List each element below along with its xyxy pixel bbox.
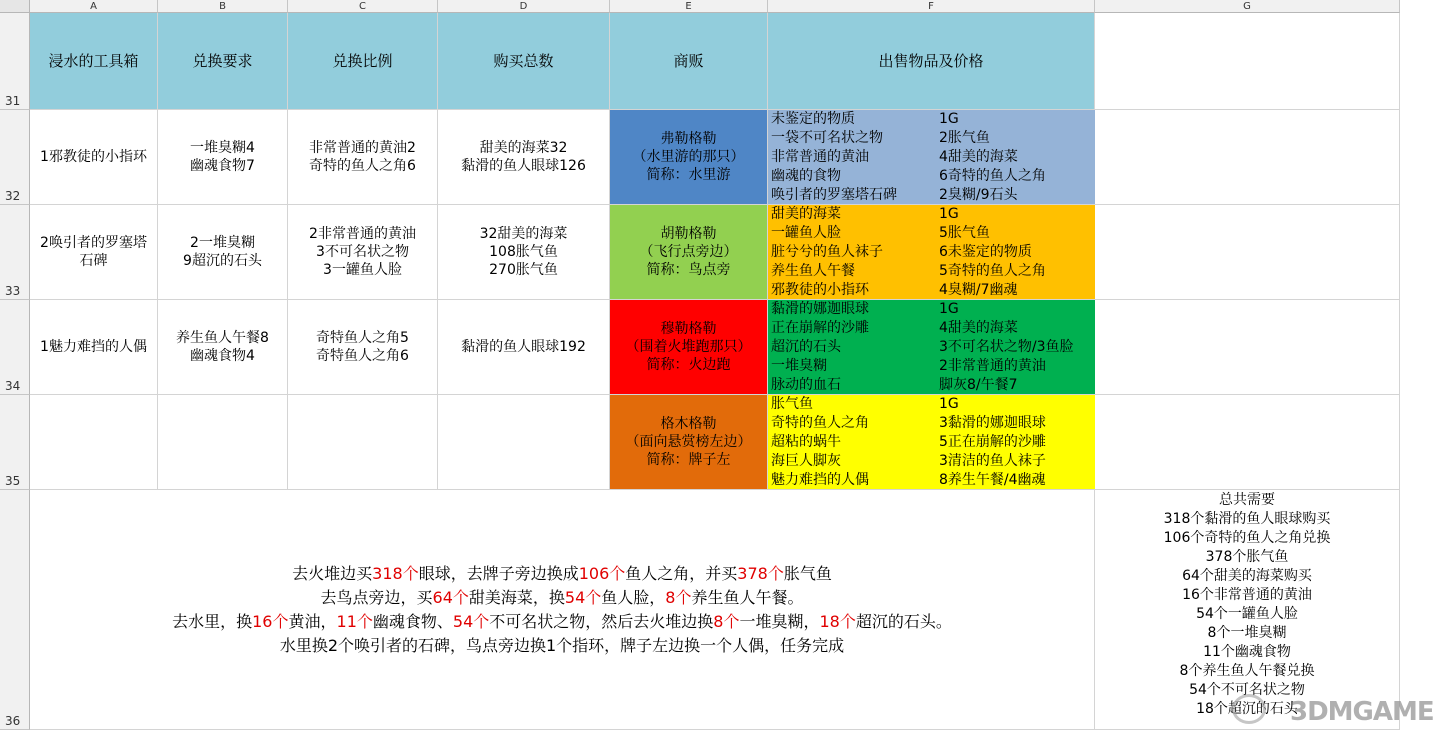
summary-line-3: 去水里，换16个黄油，11个幽魂食物、54个不可名状之物，然后去火堆边换8个一堆臭糊，18个超沉的石头。 — [172, 611, 952, 631]
header-requirement[interactable]: 兑换要求 — [158, 13, 288, 110]
row-header-32[interactable]: 32 — [0, 110, 30, 205]
prices-list: 1G 3黏滑的娜迦眼球 5正在崩解的沙雕 3清洁的鱼人袜子 8养生午餐/4幽魂 — [939, 396, 1046, 488]
items-prices-cell-2[interactable] — [768, 205, 1095, 300]
row-header-33[interactable]: 33 — [0, 205, 30, 300]
summary-cell[interactable] — [30, 490, 1095, 730]
header-toolbox[interactable]: 浸水的工具箱 — [30, 13, 158, 110]
items-list: 胀气鱼 奇特的鱼人之角 超粘的蜗牛 海巨人脚灰 魅力难挡的人偶 — [771, 396, 869, 488]
watermark: 3DMGAME — [1290, 697, 1434, 727]
items-prices-cell-4[interactable] — [768, 395, 1095, 490]
watermark-logo-icon — [1232, 694, 1266, 724]
vendor-cell-2[interactable]: 胡勒格勒 （飞行点旁边） 简称：鸟点旁 — [610, 205, 768, 300]
cell-g33[interactable] — [1095, 205, 1400, 300]
vendor-cell-4[interactable]: 格木格勒 （面向悬赏榜左边） 简称：牌子左 — [610, 395, 768, 490]
cell-d35[interactable] — [438, 395, 610, 490]
select-all-corner[interactable] — [0, 0, 30, 13]
column-header-f[interactable]: F — [768, 0, 1095, 13]
row-header-36[interactable]: 36 — [0, 490, 30, 730]
column-header-c[interactable]: C — [288, 0, 438, 13]
header-total[interactable]: 购买总数 — [438, 13, 610, 110]
column-header-b[interactable]: B — [158, 0, 288, 13]
summary-line-1: 去火堆边买318个眼球，去牌子旁边换成106个鱼人之角，并买378个胀气鱼 — [292, 563, 832, 583]
cell-c32[interactable]: 非常普通的黄油2 奇特的鱼人之角6 — [288, 110, 438, 205]
items-list: 甜美的海菜 一罐鱼人脸 脏兮兮的鱼人袜子 养生鱼人午餐 邪教徒的小指环 — [771, 206, 883, 298]
cell-b33[interactable]: 2一堆臭糊 9超沉的石头 — [158, 205, 288, 300]
summary-line-4: 水里换2个唤引者的石碑，鸟点旁边换1个指环，牌子左边换一个人偶，任务完成 — [279, 635, 845, 655]
column-header-g[interactable]: G — [1095, 0, 1400, 13]
prices-list: 1G 5胀气鱼 6未鉴定的物质 5奇特的鱼人之角 4臭糊/7幽魂 — [939, 206, 1046, 298]
cell-g32[interactable] — [1095, 110, 1400, 205]
items-list: 黏滑的娜迦眼球 正在崩解的沙雕 超沉的石头 一堆臭糊 脉动的血石 — [771, 301, 869, 393]
cell-d34[interactable]: 黏滑的鱼人眼球192 — [438, 300, 610, 395]
column-header-a[interactable]: A — [30, 0, 158, 13]
header-items-prices[interactable]: 出售物品及价格 — [768, 13, 1095, 110]
cell-g31[interactable] — [1095, 13, 1400, 110]
totals-cell[interactable]: 总共需要 318个黏滑的鱼人眼球购买 106个奇特的鱼人之角兑换 378个胀气鱼 64个甜美的海菜购买 16个非常普通的黄油 54个一罐鱼人脸 8个一堆臭糊 11个幽魂食物 8个养生鱼人午餐兑换 54个不可名状之物 18个超沉的石头 — [1095, 490, 1400, 730]
header-vendor[interactable]: 商贩 — [610, 13, 768, 110]
prices-list: 1G 2胀气鱼 4甜美的海菜 6奇特的鱼人之角 2臭糊/9石头 — [939, 111, 1046, 203]
cell-a32[interactable]: 1邪教徒的小指环 — [30, 110, 158, 205]
cell-g34[interactable] — [1095, 300, 1400, 395]
items-list: 未鉴定的物质 一袋不可名状之物 非常普通的黄油 幽魂的食物 唤引者的罗塞塔石碑 — [771, 111, 897, 203]
column-header-e[interactable]: E — [610, 0, 768, 13]
cell-d33[interactable]: 32甜美的海菜 108胀气鱼 270胀气鱼 — [438, 205, 610, 300]
items-prices-cell-3[interactable] — [768, 300, 1095, 395]
cell-b35[interactable] — [158, 395, 288, 490]
row-header-31[interactable]: 31 — [0, 13, 30, 110]
cell-a33[interactable]: 2唤引者的罗塞塔石碑 — [30, 205, 158, 300]
summary-line-2: 去鸟点旁边，买64个甜美海菜，换54个鱼人脸，8个养生鱼人午餐。 — [320, 587, 804, 607]
header-ratio[interactable]: 兑换比例 — [288, 13, 438, 110]
cell-g35[interactable] — [1095, 395, 1400, 490]
row-header-35[interactable]: 35 — [0, 395, 30, 490]
cell-c33[interactable]: 2非常普通的黄油 3不可名状之物 3一罐鱼人脸 — [288, 205, 438, 300]
column-header-d[interactable]: D — [438, 0, 610, 13]
cell-b34[interactable]: 养生鱼人午餐8 幽魂食物4 — [158, 300, 288, 395]
prices-list: 1G 4甜美的海菜 3不可名状之物/3鱼脸 2非常普通的黄油 脚灰8/午餐7 — [939, 301, 1074, 393]
cell-b32[interactable]: 一堆臭糊4 幽魂食物7 — [158, 110, 288, 205]
vendor-cell-3[interactable]: 穆勒格勒 （围着火堆跑那只） 简称：火边跑 — [610, 300, 768, 395]
cell-a34[interactable]: 1魅力难挡的人偶 — [30, 300, 158, 395]
cell-a35[interactable] — [30, 395, 158, 490]
items-prices-cell-1[interactable] — [768, 110, 1095, 205]
cell-c35[interactable] — [288, 395, 438, 490]
cell-d32[interactable]: 甜美的海菜32 黏滑的鱼人眼球126 — [438, 110, 610, 205]
vendor-cell-1[interactable]: 弗勒格勒 （水里游的那只） 简称：水里游 — [610, 110, 768, 205]
cell-c34[interactable]: 奇特鱼人之角5 奇特鱼人之角6 — [288, 300, 438, 395]
row-header-34[interactable]: 34 — [0, 300, 30, 395]
